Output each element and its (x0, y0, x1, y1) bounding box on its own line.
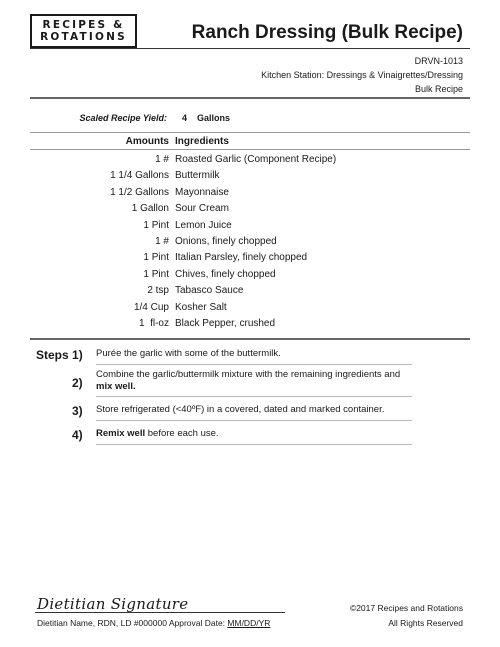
ingredient-amount: 1 1/2 Gallons (110, 186, 169, 198)
ingredient-row (0, 302, 500, 319)
ingredient-row (0, 187, 500, 204)
approval-date: MM/DD/YR (227, 618, 271, 628)
ingredient-row (0, 203, 500, 220)
step-3-text: Store refrigerated (<40ºF) in a covered, dated and marked container. (96, 404, 385, 415)
recipe-type: Bulk Recipe (414, 84, 463, 94)
table-top-rule (30, 132, 470, 133)
step-divider (96, 364, 412, 365)
ingredient-amount: 1 # (155, 154, 169, 165)
ingredient-name: Black Pepper, crushed (175, 318, 276, 329)
header-divider (30, 97, 470, 99)
ingredient-amount: 1 Pint (143, 252, 169, 264)
steps-label-text: Steps (36, 348, 69, 362)
brand-line-1: RECIPES & (42, 19, 125, 31)
step-3-number: 3) (72, 404, 83, 418)
ingredient-amount: 1 1/4 Gallons (110, 170, 169, 182)
ingredient-row (0, 269, 500, 286)
amounts-header: Amounts (125, 136, 169, 147)
step-2-body: Combine the garlic/buttermilk mixture with the remaining ingredients and (96, 369, 401, 380)
step-2-emphasis: mix well. (96, 381, 136, 392)
ingredient-row (0, 285, 500, 302)
ingredient-name: Tabasco Sauce (175, 285, 244, 297)
ingredient-amount: 1 Pint (143, 219, 169, 231)
step-4-emphasis: Remix well (96, 428, 146, 439)
recipe-code: DRVN-1013 (414, 56, 463, 66)
step-1-text: Purée the garlic with some of the buttermilk. (96, 348, 281, 359)
ingredient-row (0, 170, 500, 187)
signature-script: Dietitian Signature (37, 595, 189, 613)
ingredient-name: Buttermilk (175, 170, 220, 182)
ingredient-row (0, 252, 500, 269)
yield-value: 4 Gallons (182, 113, 231, 123)
ingredients-bottom-rule (30, 338, 470, 340)
ingredient-row (0, 318, 500, 335)
brand-line-2: ROTATIONS (40, 31, 127, 43)
step-divider (96, 444, 412, 445)
yield-label: Scaled Recipe Yield: (79, 113, 167, 123)
step-divider (96, 420, 412, 421)
ingredient-row (0, 154, 500, 171)
ingredient-amount: 1/4 Cup (133, 301, 169, 313)
dietitian-info (37, 618, 270, 628)
copyright: ©2017 Recipes and Rotations (349, 603, 463, 613)
ingredient-name: Italian Parsley, finely chopped (175, 252, 308, 264)
step-2-number: 2) (72, 376, 83, 390)
step-4-text (96, 428, 416, 440)
title-divider (30, 48, 470, 49)
ingredient-name: Sour Cream (175, 203, 229, 215)
table-header-rule (30, 149, 470, 150)
step-4-body: before each use. (145, 428, 219, 439)
brand-logo (30, 14, 137, 48)
rights-reserved: All Rights Reserved (388, 618, 463, 628)
ingredient-name: Lemon Juice (175, 219, 232, 231)
step-2-text (96, 369, 416, 393)
ingredients-header: Ingredients (175, 136, 229, 147)
step-1-number: 1) (72, 348, 83, 362)
signature-line (35, 612, 285, 613)
ingredient-amount: 2 tsp (147, 285, 169, 297)
dietitian-name: Dietitian Name, RDN, LD #000000 Approval Date: (37, 618, 228, 628)
page-title: Ranch Dressing (Bulk Recipe) (191, 22, 463, 43)
ingredient-amount: 1 fl-oz (138, 318, 169, 329)
ingredient-name: Mayonnaise (175, 186, 229, 198)
ingredient-name: Kosher Salt (175, 301, 227, 313)
steps-label (36, 348, 83, 362)
ingredient-row (0, 236, 500, 253)
step-4-number: 4) (72, 428, 83, 442)
ingredient-row (0, 220, 500, 237)
ingredient-name: Roasted Garlic (Component Recipe) (175, 154, 337, 165)
kitchen-station: Kitchen Station: Dressings & Vinaigrettes/Dressing (261, 70, 463, 80)
ingredient-amount: 1 # (155, 236, 169, 247)
ingredient-amount: 1 Gallon (131, 203, 169, 215)
ingredient-name: Onions, finely chopped (175, 236, 277, 247)
ingredient-amount: 1 Pint (143, 268, 169, 280)
ingredient-name: Chives, finely chopped (175, 268, 276, 280)
step-divider (96, 396, 412, 397)
